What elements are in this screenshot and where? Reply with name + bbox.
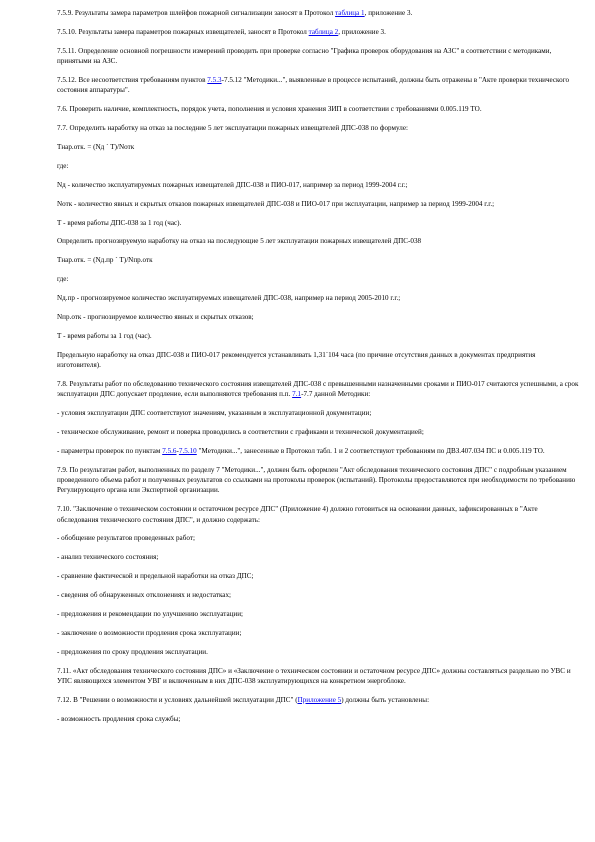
paragraph <box>57 590 580 600</box>
paragraph-text: Nпр.отк - прогнозируемое количество явных и скрытых отказов; <box>57 312 254 321</box>
document-link[interactable]: 7.5.3 <box>207 75 222 84</box>
paragraph-text: - условия эксплуатации ДПС соответствуют значениям, указанным в эксплуатационной документации; <box>57 409 372 418</box>
paragraph <box>57 218 580 228</box>
document-link[interactable]: 7.5.6 <box>162 446 177 455</box>
paragraph-text: 7.5.9. Результаты замера параметров шлейфов пожарной сигнализации заносят в Протокол <box>57 9 336 17</box>
document-link[interactable]: 7.5.10 <box>178 446 197 455</box>
paragraph-text: - сравнение фактической и предельной наработки на отказ ДПС; <box>57 572 254 581</box>
document-link[interactable]: Приложение 5 <box>297 695 342 704</box>
paragraph <box>57 274 580 284</box>
paragraph <box>57 255 580 265</box>
paragraph <box>57 408 580 418</box>
paragraph <box>57 27 580 37</box>
paragraph <box>57 695 580 705</box>
paragraph <box>57 293 580 303</box>
paragraph <box>57 161 580 171</box>
paragraph <box>57 533 580 543</box>
paragraph-text: - параметры проверок по пунктам <box>57 446 163 455</box>
paragraph-text: - <box>176 446 179 455</box>
paragraph <box>57 465 580 496</box>
paragraph-text: 7.5.11. Определение основной погрешности измерений проводить при проверке согласно "Графика проверок оборудования на АЗС" в соответствии с методиками, принятыми на АЗС. <box>57 46 552 66</box>
paragraph-text: - обобщение результатов проведенных работ; <box>57 534 195 543</box>
paragraph-text: - предложения и рекомендации по улучшению эксплуатации; <box>57 610 244 619</box>
paragraph-text: 7.12. В "Решении о возможности и условиях дальнейшей эксплуатации ДПС" ( <box>57 695 298 704</box>
paragraph-text: - заключение о возможности продления срока эксплуатации; <box>57 628 242 637</box>
document-link[interactable]: таблица 1 <box>335 9 365 17</box>
paragraph-text: Предельную наработку на отказ ДПС-038 и ПИО-017 рекомендуется устанавливать 1,31´104 часа (по причине отсутствия данных в документах предприятия изготовителя). <box>57 350 536 370</box>
paragraph <box>57 180 580 190</box>
paragraph <box>57 379 580 400</box>
paragraph <box>57 312 580 322</box>
paragraph <box>57 142 580 152</box>
paragraph <box>57 350 580 371</box>
paragraph <box>57 504 580 525</box>
paragraph <box>57 647 580 657</box>
paragraph-text: 7.11. «Акт обследования технического состояния ДПС» и «Заключение о техническом состоянии и остаточном ресурсе ДПС» должны составляться раздельно по УВС и УПС являющихся элементом УВГ и включенным в них ДПС-038 эксплуатирующихся на конкретном энергоблоке. <box>57 666 571 685</box>
paragraph <box>57 714 580 724</box>
paragraph-text: Тнар.отк. = (Nд ´ Т)/Nотк <box>57 142 135 151</box>
document-link[interactable]: 7.1 <box>292 390 302 399</box>
paragraph-text: - анализ технического состояния; <box>57 553 159 562</box>
paragraph <box>57 571 580 581</box>
paragraph-text: Nд.пр - прогнозируемое количество эксплуатируемых извещателей ДПС-038, например на период 2005-2010 г.г.; <box>57 294 401 303</box>
paragraph-text: Определить прогнозируемую наработку на отказ на последующие 5 лет эксплуатации пожарных извещателей ДПС-038 <box>57 237 422 246</box>
paragraph-text: 7.5.10. Результаты замера параметров пожарных извещателей, заносят в Протокол <box>57 27 309 36</box>
paragraph-text: 7.6. Проверить наличие, комплектность, порядок учета, пополнения и условия хранения ЗИП в соответствии с требованиями 0.005.119 ТО. <box>57 105 482 114</box>
paragraph <box>57 46 580 67</box>
paragraph <box>57 123 580 133</box>
paragraph-text: "Методики...", занесенные в Протокол табл. 1 и 2 соответствуют требованиям по ДВЗ.407.034 ПС и 0.005.119 ТО. <box>196 446 545 455</box>
paragraph <box>57 331 580 341</box>
paragraph <box>57 8 580 18</box>
paragraph-text: где: <box>57 161 69 170</box>
paragraph-text: - предложения по сроку продления эксплуатации. <box>57 647 208 656</box>
paragraph-text: Nотк - количество явных и скрытых отказов пожарных извещателей ДПС-038 и ПИО-017 при эксплуатации, например за период 1999-2004 г.г.; <box>57 199 495 208</box>
paragraph-text: Т - время работы ДПС-038 за 1 год (час). <box>57 218 182 227</box>
document-link[interactable]: таблица 2 <box>308 27 339 36</box>
paragraph-text: Т - время работы за 1 год (час). <box>57 331 152 340</box>
paragraph <box>57 552 580 562</box>
paragraph-text: 7.8. Результаты работ по обследованию технического состояния извещателей ДПС-038 с превышенными назначенными сроками и ПИО-017 считаются успешными, а срок эксплуатации ДПС допускает продление, если выполняются требования п.п. <box>57 379 579 399</box>
paragraph-text: 7.7. Определить наработку на отказ за последние 5 лет эксплуатации пожарных извещателей ДПС-038 по формуле: <box>57 124 408 133</box>
paragraph-text: ) должны быть установлены: <box>341 695 430 704</box>
paragraph <box>57 75 580 96</box>
paragraph <box>57 609 580 619</box>
paragraph-text: 7.10. "Заключение о техническом состоянии и остаточном ресурсе ДПС" (Приложение 4) должно готовиться на основании данных, зафиксированных в "Акте обследования технического состояния ДПС", и должно содержать: <box>57 505 538 524</box>
paragraph-text: Тнар.отк. = (Nд.пр ´ Т)/Nпр.отк <box>57 256 153 265</box>
paragraph <box>57 666 580 687</box>
paragraph-text: , приложение 3. <box>364 9 413 17</box>
paragraph-text: , приложение 3. <box>338 27 386 36</box>
paragraph-text: 7.9. По результатам работ, выполненных по разделу 7 "Методики...", должен быть оформлен "Акт обследования технического состояния ДПС" с подробным указанием проведенного объема работ и полученных результатов со ссылками на протоколы проверок (испытаний). Протоколы предоставляются при необходимости по требованию Регулирующего органа или Экспертной организации. <box>57 465 576 495</box>
paragraph-text: - сведения об обнаруженных отклонениях и недостатках; <box>57 591 232 600</box>
paragraph-text: - возможность продления срока службы; <box>57 714 181 723</box>
paragraph-text: Nд - количество эксплуатируемых пожарных извещателей ДПС-038 и ПИО-017, например за период 1999-2004 г.г.; <box>57 180 408 189</box>
paragraph-text: -7.7 данной Методики: <box>301 390 371 399</box>
paragraph <box>57 236 580 246</box>
document-body <box>57 8 580 733</box>
paragraph-text: 7.5.12. Все несоответствия требованиям пунктов <box>57 75 208 84</box>
paragraph-text: - техническое обслуживание, ремонт и поверка проводились в соответствии с графиками и технической документацией; <box>57 428 424 436</box>
paragraph <box>57 104 580 114</box>
paragraph-text: -7.5.12 "Методики...", выявленные в процессе испытаний, должны быть отражены в "Акте проверки технического состояния аппаратуры". <box>57 75 570 95</box>
paragraph-text: где: <box>57 275 69 284</box>
paragraph <box>57 199 580 209</box>
paragraph <box>57 427 580 437</box>
paragraph <box>57 446 580 456</box>
paragraph <box>57 628 580 638</box>
